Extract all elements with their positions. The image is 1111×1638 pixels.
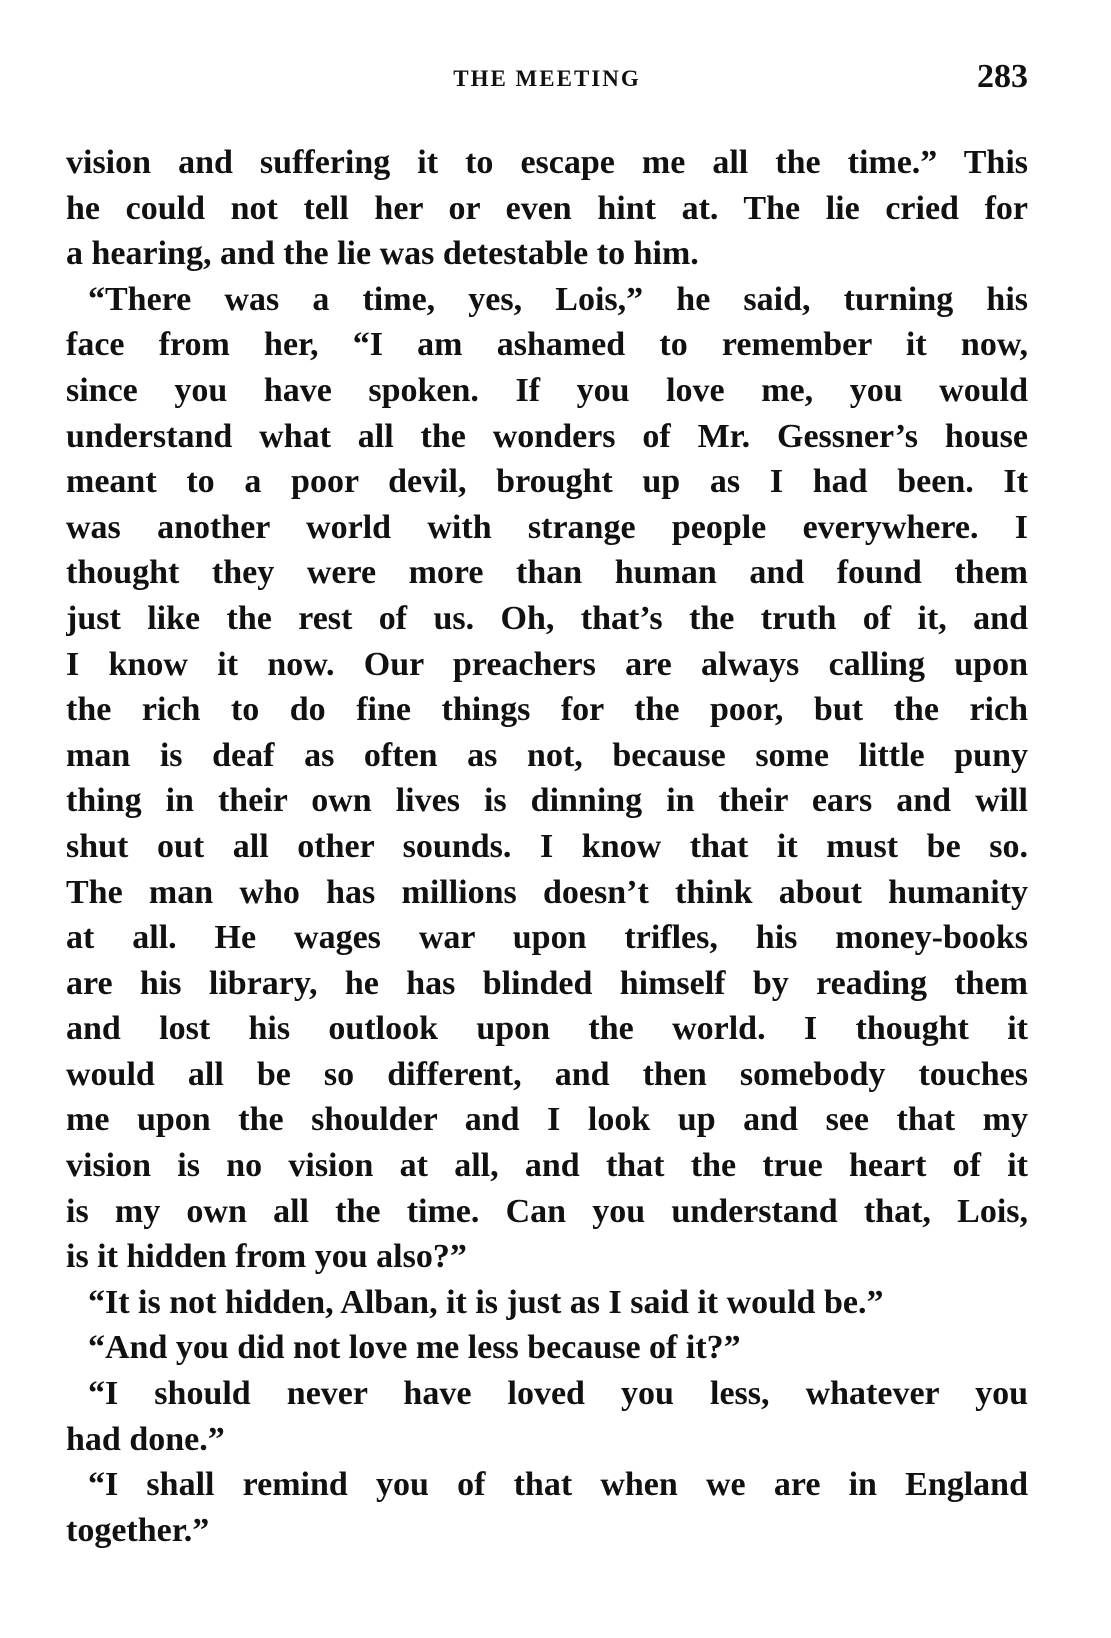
text-line: “There was a time, yes, Lois,” he said, turning his bbox=[88, 280, 1028, 318]
text-line: vision and suffering it to escape me all the time.” This bbox=[66, 144, 1028, 181]
text-line: he could not tell her or even hint at. The lie cried for bbox=[66, 189, 1028, 227]
running-title: THE MEETING bbox=[453, 66, 641, 91]
text-line: The man who has millions doesn’t think about humanity bbox=[66, 873, 1028, 911]
text-line: a hearing, and the lie was detestable to him. bbox=[66, 235, 699, 273]
text-line: shut out all other sounds. I know that it must be so. bbox=[66, 827, 1028, 865]
page-number: 283 bbox=[977, 58, 1028, 95]
text-line: “It is not hidden, Alban, it is just as I said it would be.” bbox=[88, 1283, 884, 1321]
text-line: just like the rest of us. Oh, that’s the truth of it, and bbox=[66, 599, 1028, 637]
text-line: was another world with strange people everywhere. I bbox=[66, 508, 1028, 546]
text-line: me upon the shoulder and I look up and see that my bbox=[66, 1101, 1028, 1139]
text-line: “I shall remind you of that when we are in England bbox=[88, 1466, 1028, 1504]
text-line: since you have spoken. If you love me, you would bbox=[66, 371, 1028, 409]
text-line: at all. He wages war upon trifles, his money-books bbox=[66, 919, 1028, 957]
text-line: face from her, “I am ashamed to remember it now, bbox=[66, 326, 1028, 364]
text-line: “And you did not love me less because of it?” bbox=[88, 1329, 741, 1367]
text-line: meant to a poor devil, brought up as I had been. It bbox=[66, 463, 1028, 501]
text-line: “I should never have loved you less, whatever you bbox=[88, 1375, 1028, 1413]
text-line: and lost his outlook upon the world. I thought it bbox=[66, 1010, 1028, 1048]
text-line: together.” bbox=[66, 1511, 210, 1549]
text-line: understand what all the wonders of Mr. Gessner’s house bbox=[66, 417, 1028, 455]
text-line: had done.” bbox=[66, 1420, 225, 1458]
text-line: thing in their own lives is dinning in their ears and will bbox=[66, 782, 1028, 820]
running-head bbox=[66, 58, 1028, 108]
text-line: would all be so different, and then somebody touches bbox=[66, 1055, 1028, 1093]
text-line: the rich to do fine things for the poor, but the rich bbox=[66, 691, 1028, 729]
text-line: is my own all the time. Can you understand that, Lois, bbox=[66, 1192, 1028, 1230]
text-line: vision is no vision at all, and that the true heart of it bbox=[66, 1147, 1028, 1185]
text-line: are his library, he has blinded himself by reading them bbox=[66, 964, 1028, 1002]
body-text bbox=[66, 140, 1028, 1553]
text-line: man is deaf as often as not, because some little puny bbox=[66, 736, 1028, 774]
text-line: is it hidden from you also?” bbox=[66, 1238, 467, 1276]
text-line: I know it now. Our preachers are always calling upon bbox=[66, 645, 1028, 683]
text-line: thought they were more than human and found them bbox=[66, 554, 1028, 592]
